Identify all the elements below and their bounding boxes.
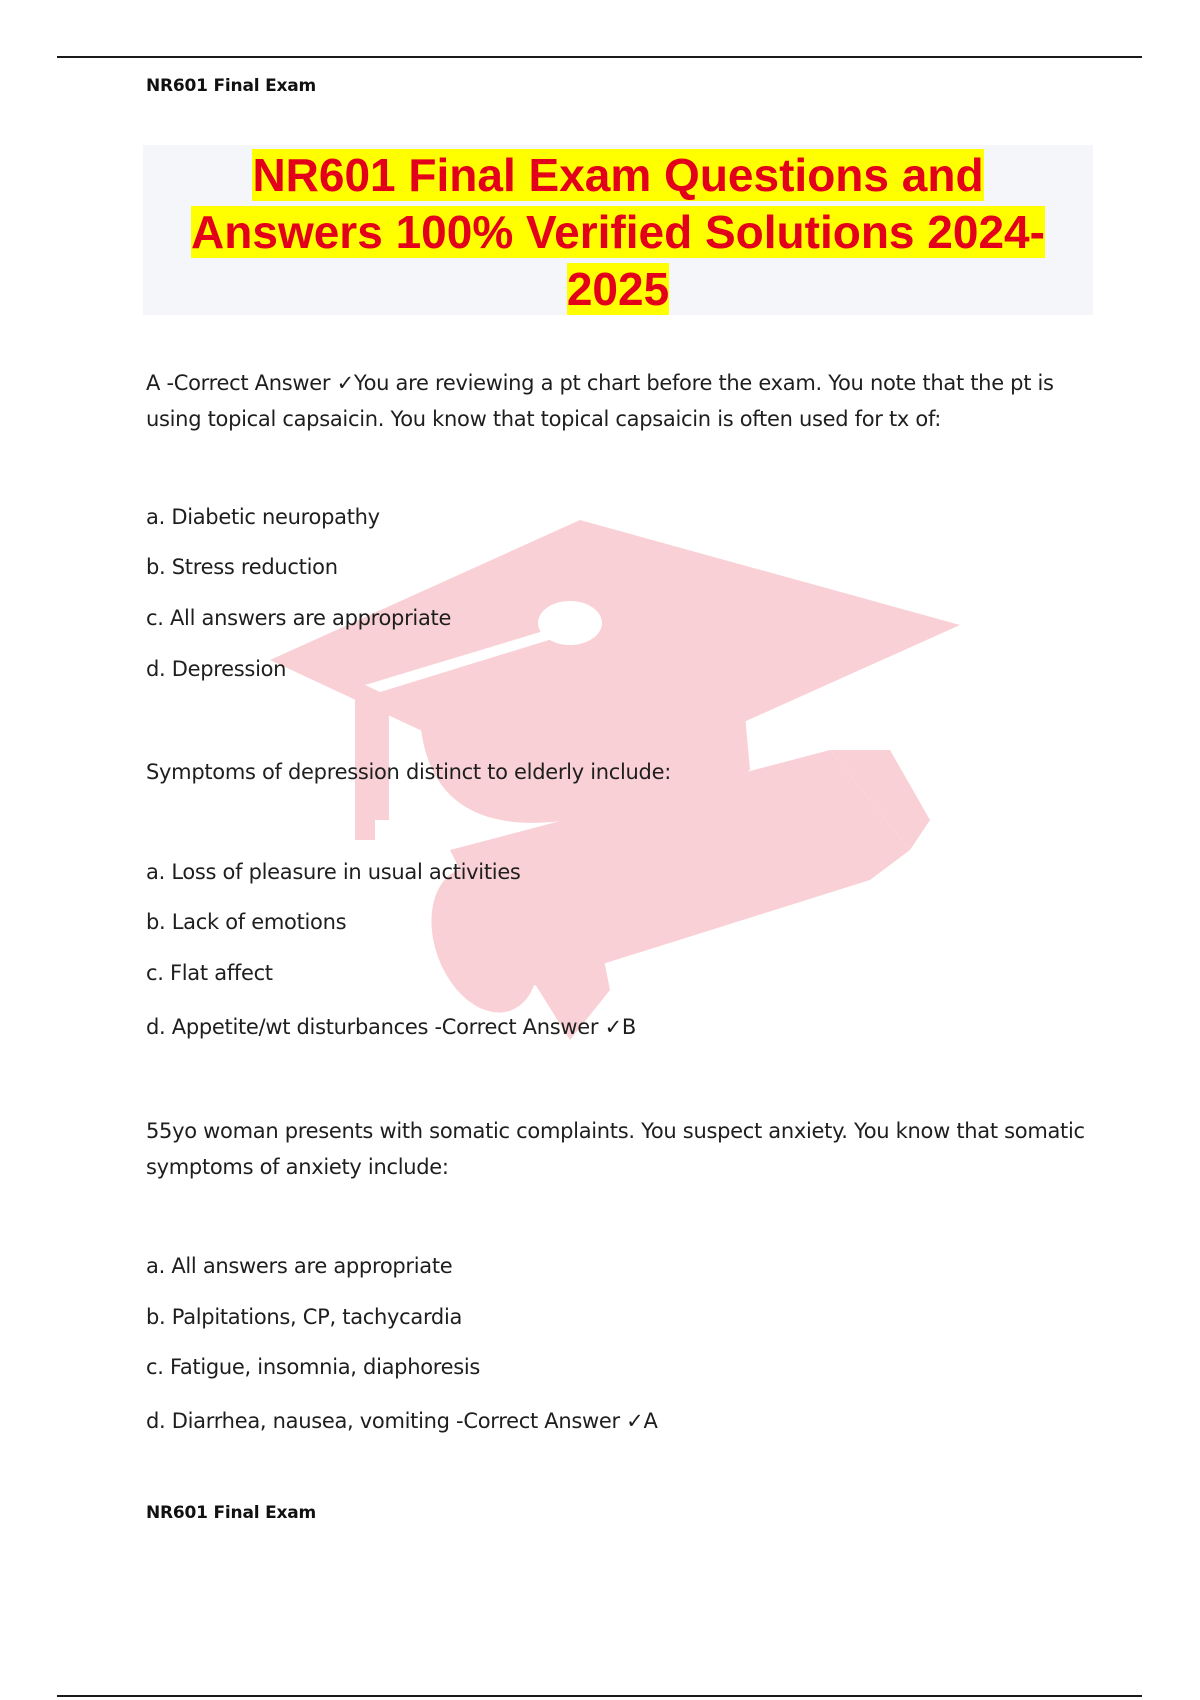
title-banner [143,145,1093,315]
question-3-option-a: a. All answers are appropriate [146,1254,453,1278]
title-line-1: NR601 Final Exam Questions and [252,149,984,201]
bottom-rule [57,1695,1142,1697]
question-1-option-a: a. Diabetic neuropathy [146,505,380,529]
question-1-stem: A -Correct Answer ✓You are reviewing a pt chart before the exam. You note that the pt is using topical capsaicin. You know that topical capsaicin is often used for tx of: [146,371,1054,431]
question-3-option-b: b. Palpitations, CP, tachycardia [146,1305,463,1329]
question-2-option-b: b. Lack of emotions [146,910,347,934]
question-3-option-d: d. Diarrhea, nausea, vomiting -Correct Answer ✓A [146,1409,658,1433]
running-footer: NR601 Final Exam [146,1503,317,1523]
graduation-cap-diploma-icon [270,520,970,1080]
question-3-option-c: c. Fatigue, insomnia, diaphoresis [146,1355,481,1379]
question-1-option-d: d. Depression [146,657,287,681]
question-1-option-c: c. All answers are appropriate [146,606,452,630]
title-line-3: 2025 [566,263,670,315]
title-line-2: Answers 100% Verified Solutions 2024- [191,206,1045,258]
question-2-option-c: c. Flat affect [146,961,273,985]
question-2-option-a: a. Loss of pleasure in usual activities [146,860,521,884]
document-title [143,147,1093,318]
question-3-stem: 55yo woman presents with somatic complaints. You suspect anxiety. You know that somatic symptoms of anxiety include: [146,1119,1085,1179]
top-rule [57,56,1142,58]
question-2-stem: Symptoms of depression distinct to elderly include: [146,760,671,784]
running-header: NR601 Final Exam [146,76,317,96]
question-2-option-d: d. Appetite/wt disturbances -Correct Answer ✓B [146,1015,637,1039]
question-1-option-b: b. Stress reduction [146,555,338,579]
